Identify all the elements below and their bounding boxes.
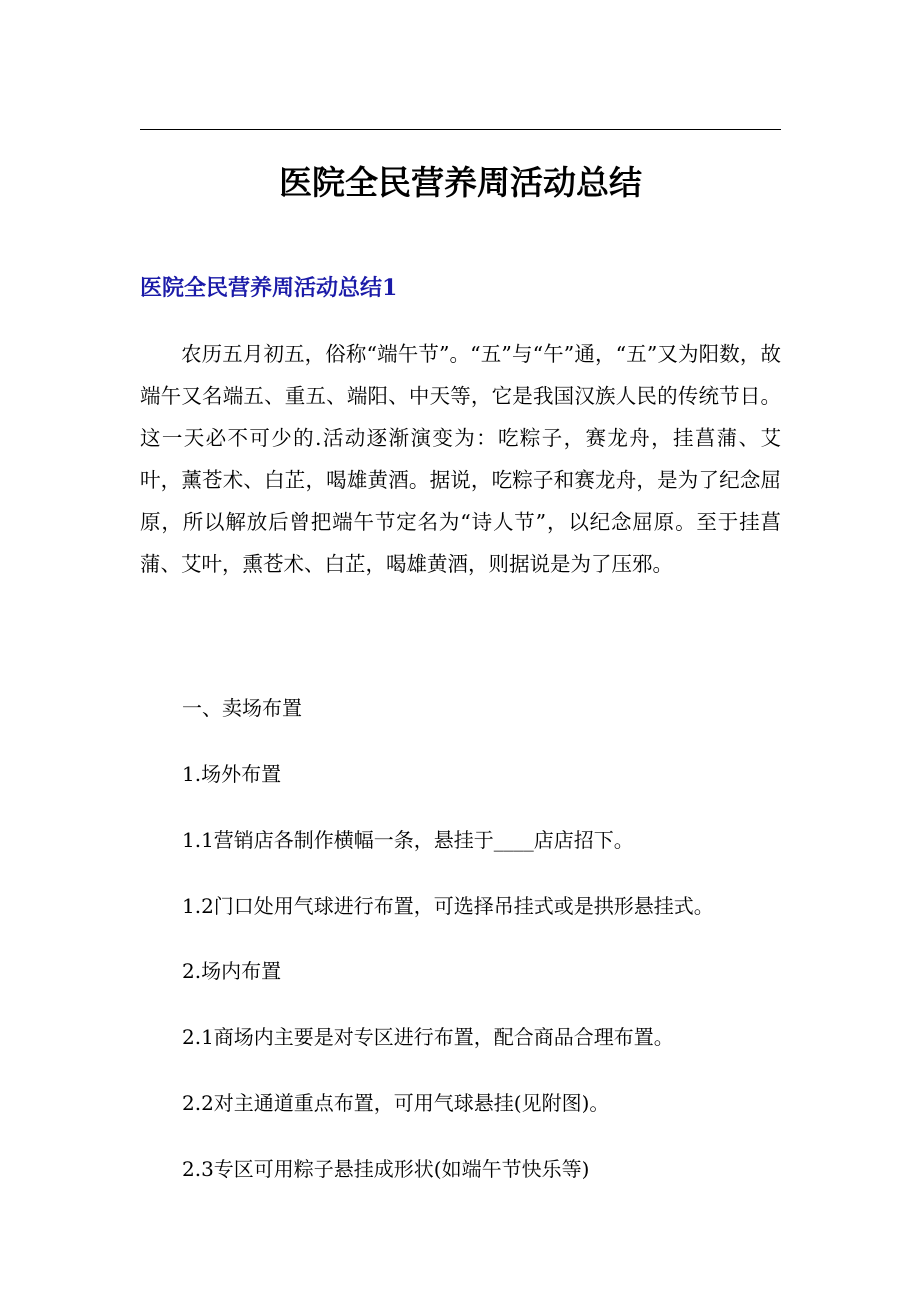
outline-item-special-area: 2.1商场内主要是对专区进行布置，配合商品合理布置。 <box>182 1025 674 1049</box>
section-heading: 医院全民营养周活动总结1 <box>140 275 398 301</box>
outline-item-banner: 1.1营销店各制作横幅一条，悬挂于____店店招下。 <box>182 828 634 852</box>
outline-item-venue-layout: 一、卖场布置 <box>182 696 302 720</box>
outline-item-indoor-layout: 2.场内布置 <box>182 959 282 983</box>
outline-item-balloons-entrance: 1.2门口处用气球进行布置，可选择吊挂式或是拱形悬挂式。 <box>182 894 714 918</box>
outline-item-outdoor-layout: 1.场外布置 <box>182 762 282 786</box>
intro-paragraph: 农历五月初五，俗称“端午节”。“五”与“午”通，“五”又为阳数，故端午又名端五、重五、端阳、中天等，它是我国汉族人民的传统节日。这一天必不可少的.活动逐渐演变为：吃粽子，赛龙舟，挂菖蒲、艾叶，薰苍术、白芷，喝雄黄酒。据说，吃粽子和赛龙舟，是为了纪念屈原，所以解放后曾把端午节定名为“诗人节”，以纪念屈原。至于挂菖蒲、艾叶，熏苍术、白芷，喝雄黄酒，则据说是为了压邪。 <box>140 342 781 576</box>
outline-item-zongzi-display: 2.3专区可用粽子悬挂成形状(如端午节快乐等) <box>182 1157 590 1181</box>
outline-item-main-aisle: 2.2对主通道重点布置，可用气球悬挂(见附图)。 <box>182 1091 610 1115</box>
document-title: 医院全民营养周活动总结 <box>279 163 642 202</box>
header-divider <box>140 129 781 130</box>
